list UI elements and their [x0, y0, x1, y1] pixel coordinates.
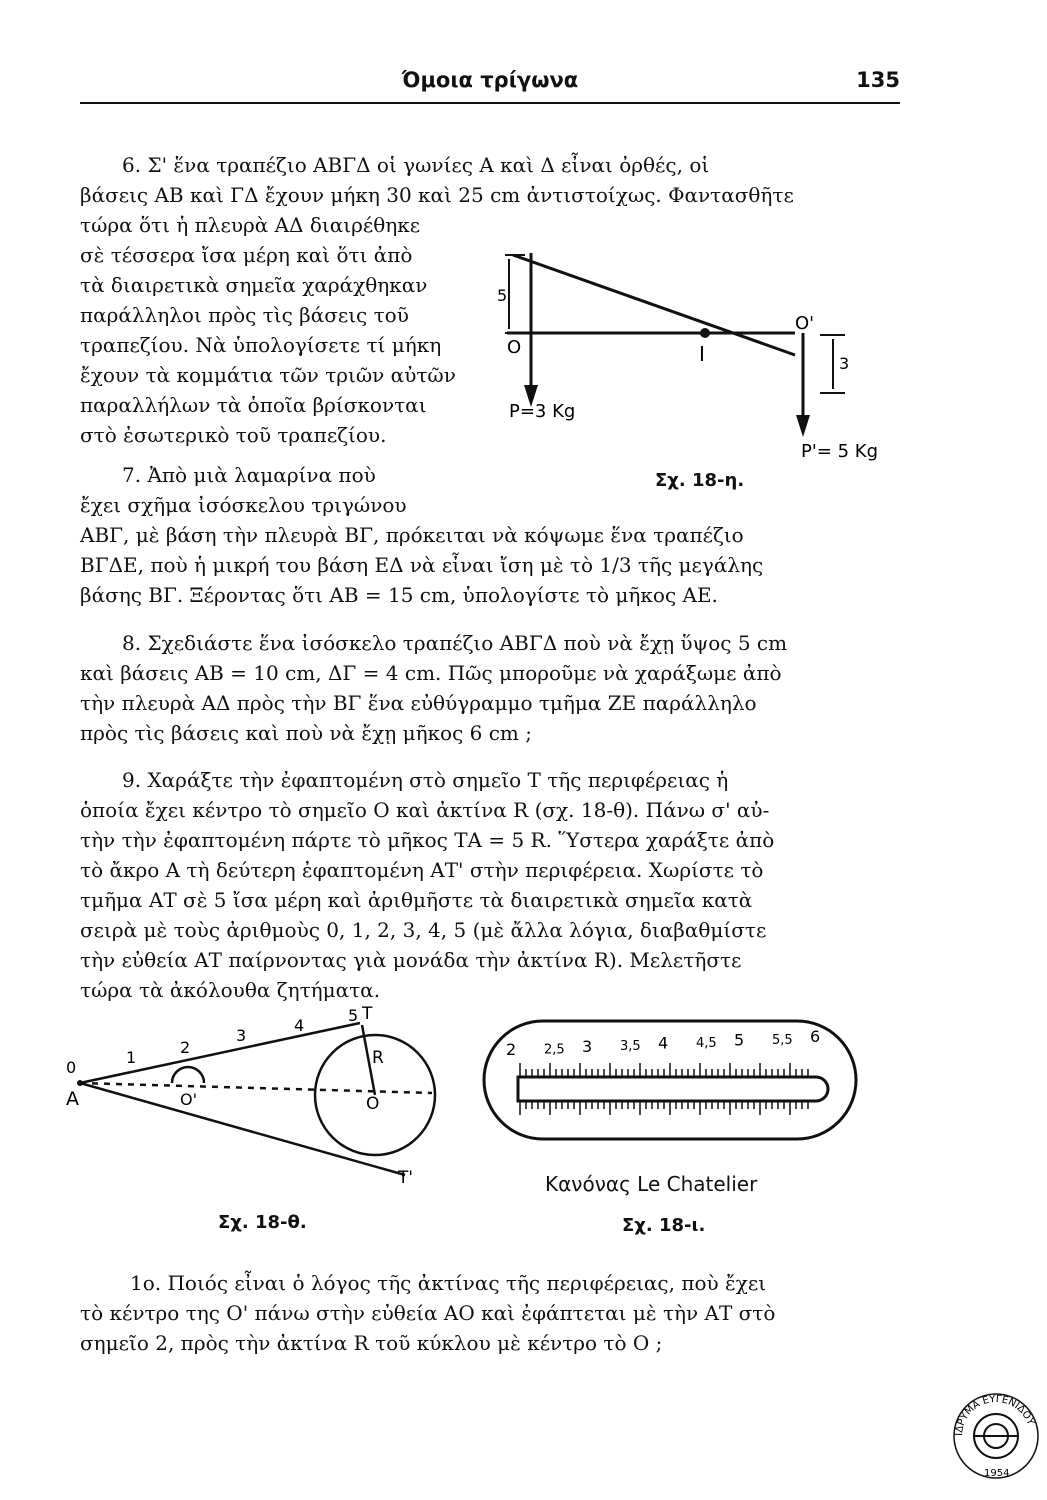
- seal-text: ΙΔΡΥΜΑ ΕΥΓΕΝΙΔΟΥ: [953, 1393, 1036, 1437]
- text-line: ΑΒΓ, μὲ βάση τὴν πλευρὰ ΒΓ, πρόκειται νὰ κόψωμε ἕνα τραπέζιο: [80, 523, 744, 547]
- text-line: στὸ ἐσωτερικὸ τοῦ τραπεζίου.: [80, 423, 387, 447]
- text-line: παραλλήλων τὰ ὁποῖα βρίσκονται: [80, 393, 427, 417]
- label-4: 4: [294, 1016, 305, 1035]
- text-line: τὴν τὴν ἐφαπτομένη πάρτε τὸ μῆκος ΤΑ = 5 R. Ὕστερα χαράξτε ἀπὸ: [80, 828, 775, 852]
- text-line: σειρὰ μὲ τοὺς ἀριθμοὺς 0, 1, 2, 3, 4, 5 (μὲ ἄλλα λόγια, διαβαθμίστε: [80, 918, 767, 942]
- text-line: 6. Σ' ἕνα τραπέζιο ΑΒΓΔ οἱ γωνίες Α καὶ Δ εἶναι ὀρθές, οἱ: [122, 153, 710, 177]
- text-line: ἔχει σχῆμα ἰσόσκελου τριγώνου: [80, 493, 407, 517]
- scale-label: 4: [658, 1033, 669, 1053]
- text-line: τμῆμα ΑΤ σὲ 5 ἴσα μέρη καὶ ἀριθμῆστε τὰ διαιρετικὰ σημεῖα κατὰ: [80, 888, 753, 912]
- scale-label: 2: [506, 1040, 517, 1059]
- figure-18-iota: [470, 1015, 870, 1155]
- caption-18-iota: Σχ. 18-ι.: [622, 1215, 706, 1236]
- text-line: 1ο. Ποιός εἶναι ὁ λόγος τῆς ἀκτίνας τῆς περιφέρειας, ποὺ ἔχει: [130, 1271, 767, 1295]
- problem-8: [80, 628, 787, 748]
- label-P: P=3 Kg: [509, 401, 576, 422]
- text-line: ΒΓΔΕ, ποὺ ἡ μικρή του βάση ΕΔ νὰ εἶναι ἴση μὲ τὸ 1/3 τῆς μεγάλης: [80, 553, 764, 577]
- text-line: τὸ ἄκρο Α τὴ δεύτερη ἐφαπτομένη ΑΤ' στὴν περιφέρεια. Χωρίστε τὸ: [80, 858, 764, 882]
- running-title: Όμοια τρίγωνα: [401, 68, 579, 92]
- label-P-prime: P'= 5 Kg: [801, 441, 879, 462]
- text-line: ὁποία ἔχει κέντρο τὸ σημεῖο Ο καὶ ἀκτίνα R (σχ. 18-θ). Πάνω σ' αὐ-: [80, 798, 770, 822]
- label-3: 3: [236, 1026, 247, 1045]
- scale-label: 3,5: [620, 1039, 641, 1055]
- seal-year: 1954: [984, 1468, 1010, 1479]
- label-5: 5: [348, 1006, 359, 1025]
- scale-label: 5,5: [772, 1032, 793, 1048]
- text-line: βάσεις ΑΒ καὶ ΓΔ ἔχουν μήκη 30 καὶ 25 cm ἀντιστοίχως. Φαντασθῆτε: [80, 183, 794, 207]
- foundation-seal: [950, 1390, 1042, 1482]
- text-line: καὶ βάσεις ΑΒ = 10 cm, ΔΓ = 4 cm. Πῶς μποροῦμε νὰ χαράξωμε ἀπὸ: [80, 661, 782, 685]
- label-O: O: [507, 337, 522, 358]
- figure-18-theta: [60, 1005, 450, 1185]
- label-A: A: [66, 1088, 79, 1110]
- label-3: 3: [839, 354, 850, 373]
- scale-label: 4,5: [696, 1036, 717, 1051]
- label-5: 5: [497, 286, 508, 305]
- text-line: βάσης ΒΓ. Ξέροντας ὅτι ΑΒ = 15 cm, ὑπολογίστε τὸ μῆκος ΑΕ.: [80, 583, 718, 607]
- text-line: τὸ κέντρο της Ο' πάνω στὴν εὐθεία ΑΟ καὶ ἐφάπτεται μὲ τὴν ΑΤ στὸ: [80, 1301, 776, 1325]
- label-R: R: [372, 1048, 384, 1068]
- caption-18-theta: Σχ. 18-θ.: [218, 1212, 307, 1233]
- page-number: 135: [856, 68, 900, 92]
- scale-label: 3: [582, 1036, 593, 1056]
- label-O-prime: O': [795, 313, 815, 334]
- scale-label: 6: [810, 1027, 821, 1047]
- text-line: πρὸς τὶς βάσεις καὶ ποὺ νὰ ἔχῃ μῆκος 6 cm ;: [80, 721, 532, 745]
- scale-label: 5: [734, 1030, 745, 1050]
- label-0: 0: [66, 1058, 77, 1077]
- text-line: σημεῖο 2, πρὸς τὴν ἀκτίνα R τοῦ κύκλου μὲ κέντρο τὸ Ο ;: [80, 1331, 663, 1355]
- problem-7: [80, 460, 763, 610]
- figure-18-iota-title: Κανόνας Le Chatelier: [545, 1172, 758, 1196]
- problem-9: [80, 765, 774, 1005]
- text-line: τώρα τὰ ἀκόλουθα ζητήματα.: [80, 978, 381, 1002]
- text-line: παράλληλοι πρὸς τὶς βάσεις τοῦ: [80, 303, 409, 327]
- text-line: 8. Σχεδιάστε ἕνα ἰσόσκελο τραπέζιο ΑΒΓΔ ποὺ νὰ ἔχῃ ὕψος 5 cm: [122, 631, 788, 655]
- label-T: T: [362, 1005, 373, 1024]
- text-line: τὰ διαιρετικὰ σημεῖα χαράχθηκαν: [80, 273, 428, 297]
- page-header: [80, 62, 900, 104]
- label-1: 1: [126, 1048, 137, 1067]
- label-O: O: [366, 1094, 380, 1114]
- text-line: 7. Ἀπὸ μιὰ λαμαρίνα ποὺ: [122, 463, 376, 487]
- text-line: τὴν εὐθεία ΑΤ παίρνοντας γιὰ μονάδα τὴν ἀκτίνα R). Μελετῆστε: [80, 948, 742, 972]
- label-O-prime: O': [180, 1090, 197, 1109]
- caption-18-eta: Σχ. 18-η.: [655, 470, 745, 491]
- label-I: I: [699, 342, 705, 366]
- text-line: ἔχουν τὰ κομμάτια τῶν τριῶν αὐτῶν: [80, 363, 456, 387]
- text-line: 9. Χαράξτε τὴν ἐφαπτομένη στὸ σημεῖο Τ τῆς περιφέρειας ἡ: [122, 768, 729, 792]
- text-line: τὴν πλευρὰ ΑΔ πρὸς τὴν ΒΓ ἕνα εὐθύγραμμο τμῆμα ΖΕ παράλληλο: [80, 691, 757, 715]
- label-T-prime: T': [398, 1168, 414, 1185]
- text-line: τραπεζίου. Νὰ ὑπολογίσετε τί μήκη: [80, 333, 442, 357]
- text-line: τώρα ὅτι ἡ πλευρὰ ΑΔ διαιρέθηκε: [80, 213, 421, 237]
- label-2: 2: [180, 1038, 191, 1057]
- text-line: σὲ τέσσερα ἴσα μέρη καὶ ὅτι ἀπὸ: [80, 243, 413, 267]
- scale-label: 2,5: [544, 1042, 565, 1058]
- problem-10-1: [80, 1268, 775, 1358]
